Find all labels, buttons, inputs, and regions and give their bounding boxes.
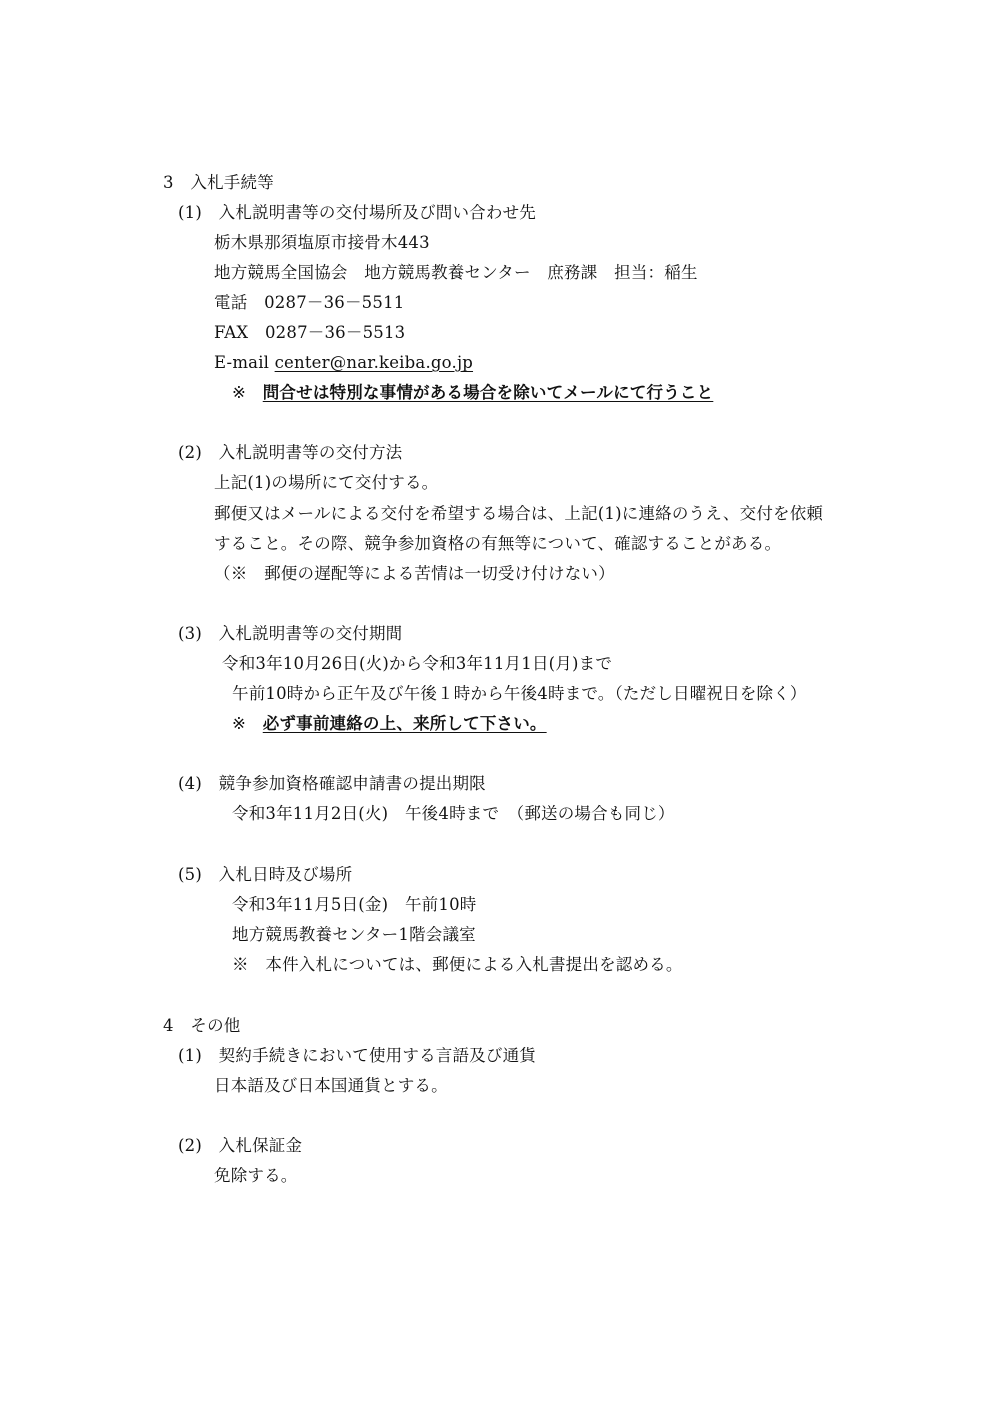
item-3-3-hours: 午前10時から正午及び午後１時から午後4時まで。（ただし日曜祝日を除く） xyxy=(232,684,807,703)
inquiry-note xyxy=(232,382,713,404)
item-3-4-title: (4) 競争参加資格確認申請書の提出期限 xyxy=(178,774,486,793)
section-4-heading: 4 その他 xyxy=(163,1016,241,1035)
item-3-3-title: (3) 入札説明書等の交付期間 xyxy=(178,624,403,643)
item-3-5-place: 地方競馬教養センター1階会議室 xyxy=(232,925,476,944)
item-3-3-note xyxy=(232,713,547,735)
item-4-1-line1: 日本語及び日本国通貨とする。 xyxy=(214,1076,448,1095)
note-mark: ※ xyxy=(232,714,263,733)
email-link[interactable]: center@nar.keiba.go.jp xyxy=(274,353,474,372)
address-text: 栃木県那須塩原市接骨木443 xyxy=(214,233,430,252)
item-3-2-line2: 郵便又はメールによる交付を希望する場合は、上記(1)に連絡のうえ、交付を依頼 xyxy=(214,504,824,523)
email-line xyxy=(214,352,473,374)
item-4-2-title: (2) 入札保証金 xyxy=(178,1136,303,1155)
phone-text: 電話 0287－36－5511 xyxy=(214,293,405,312)
item-3-1-title: (1) 入札説明書等の交付場所及び問い合わせ先 xyxy=(178,203,536,222)
note-mark: ※ xyxy=(232,383,263,402)
item-3-3-period: 令和3年10月26日(火)から令和3年11月1日(月)まで xyxy=(222,654,613,673)
item-3-5-title: (5) 入札日時及び場所 xyxy=(178,865,353,884)
item-3-2-line4: （※ 郵便の遅配等による苦情は一切受け付けない） xyxy=(214,564,615,583)
item-3-2-title: (2) 入札説明書等の交付方法 xyxy=(178,443,403,462)
item-3-5-note: ※ 本件入札については、郵便による入札書提出を認める。 xyxy=(232,955,683,974)
email-label: E-mail xyxy=(214,353,275,372)
item-4-2-line1: 免除する。 xyxy=(214,1166,298,1185)
org-contact-text: 地方競馬全国協会 地方競馬教養センター 庶務課 担当：稲生 xyxy=(214,263,698,282)
item-3-3-note-text: 必ず事前連絡の上、来所して下さい。 xyxy=(262,714,547,733)
item-3-2-line3: すること。その際、競争参加資格の有無等について、確認することがある。 xyxy=(214,534,782,553)
section-3-heading: 3 入札手続等 xyxy=(163,173,274,192)
item-3-5-datetime: 令和3年11月5日(金) 午前10時 xyxy=(232,895,477,914)
item-4-1-title: (1) 契約手続きにおいて使用する言語及び通貨 xyxy=(178,1046,536,1065)
item-3-4-deadline: 令和3年11月2日(火) 午後4時まで （郵送の場合も同じ） xyxy=(232,804,675,823)
inquiry-note-text: 問合せは特別な事情がある場合を除いてメールにて行うこと xyxy=(262,383,714,402)
item-3-2-line1: 上記(1)の場所にて交付する。 xyxy=(214,473,439,492)
fax-text: FAX 0287－36－5513 xyxy=(214,323,406,342)
